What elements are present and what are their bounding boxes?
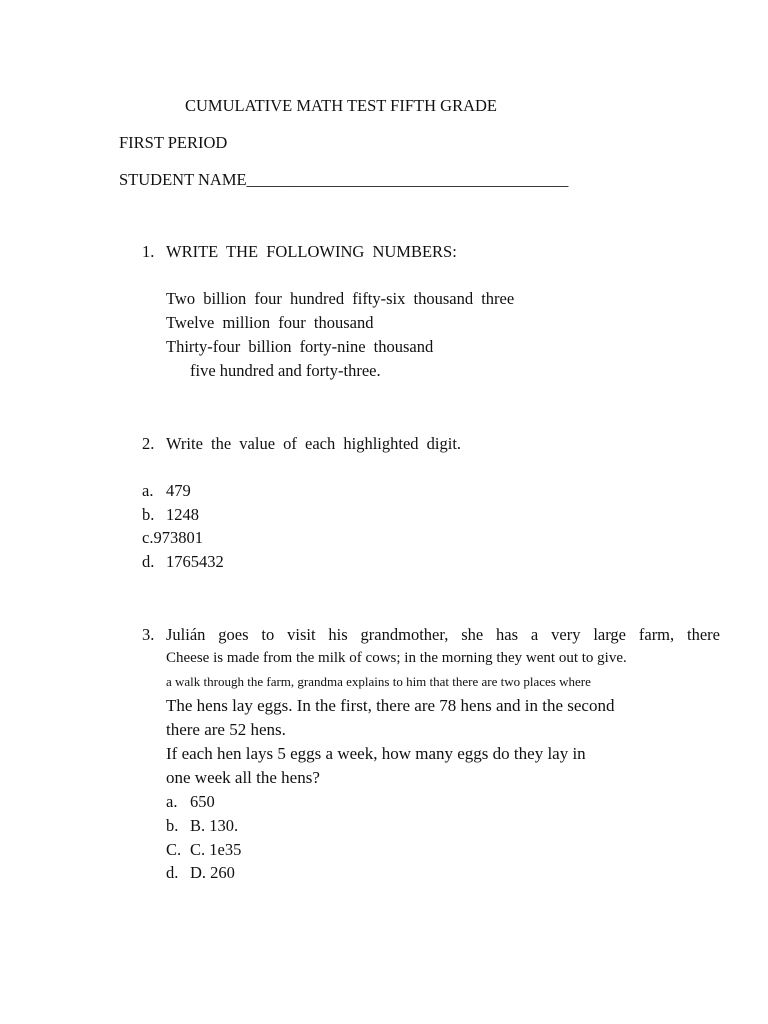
list-item: Twelve million four thousand <box>166 313 374 332</box>
question-2-prompt <box>142 436 461 453</box>
question-1-prompt <box>142 244 457 261</box>
answer-item <box>142 554 224 571</box>
option-label: d. <box>166 863 179 882</box>
answer-value: 1248 <box>166 505 199 524</box>
question-text-line: The hens lay eggs. In the first, there are 78 hens and in the second <box>166 696 615 715</box>
option-value: D. 260 <box>190 863 235 882</box>
list-item: Thirty-four billion forty-nine thousand <box>166 337 434 356</box>
option-item <box>166 842 241 859</box>
option-item <box>166 794 215 811</box>
option-label: C. <box>166 840 182 859</box>
question-text-line: one week all the hens? <box>166 768 320 787</box>
question-text-line: If each hen lays 5 eggs a week, how many eggs do they lay in <box>166 744 586 763</box>
question-3-first-line <box>142 627 720 644</box>
question-text-line: a walk through the farm, grandma explains to him that there are two places where <box>166 674 591 689</box>
answer-label: d. <box>142 552 155 571</box>
option-item <box>166 865 235 882</box>
option-label: a. <box>166 792 178 811</box>
question-text-line: there are 52 hens. <box>166 720 286 739</box>
answer-item <box>142 483 191 500</box>
option-label: b. <box>166 816 179 835</box>
option-value: 650 <box>190 792 215 811</box>
list-item: five hundred and forty-three. <box>190 361 381 380</box>
student-name-label: STUDENT NAME <box>119 170 247 189</box>
student-name-field <box>119 172 568 189</box>
student-name-blank: _______________________________________ <box>246 170 569 189</box>
period-label: FIRST PERIOD <box>119 133 228 152</box>
page-title: CUMULATIVE MATH TEST FIFTH GRADE <box>185 96 497 115</box>
question-text: Write the value of each highlighted digit. <box>166 434 462 453</box>
answer-value: c.973801 <box>142 528 203 547</box>
option-value: B. 130. <box>190 816 239 835</box>
question-number: 1. <box>142 242 155 261</box>
question-text: WRITE THE FOLLOWING NUMBERS: <box>166 242 457 261</box>
answer-value: 479 <box>166 481 191 500</box>
question-text-line: Cheese is made from the milk of cows; in the morning they went out to give. <box>166 650 627 666</box>
option-item <box>166 818 238 835</box>
answer-label: b. <box>142 505 155 524</box>
list-item: Two billion four hundred fifty-six thousand three <box>166 289 515 308</box>
question-number: 2. <box>142 434 155 453</box>
question-text: Julián goes to visit his grandmother, she has a very large farm, there <box>166 625 720 644</box>
answer-value: 1765432 <box>166 552 224 571</box>
option-value: C. 1e35 <box>190 840 242 859</box>
question-number: 3. <box>142 625 155 644</box>
answer-label: a. <box>142 481 154 500</box>
answer-item <box>142 530 203 547</box>
answer-item <box>142 507 199 524</box>
